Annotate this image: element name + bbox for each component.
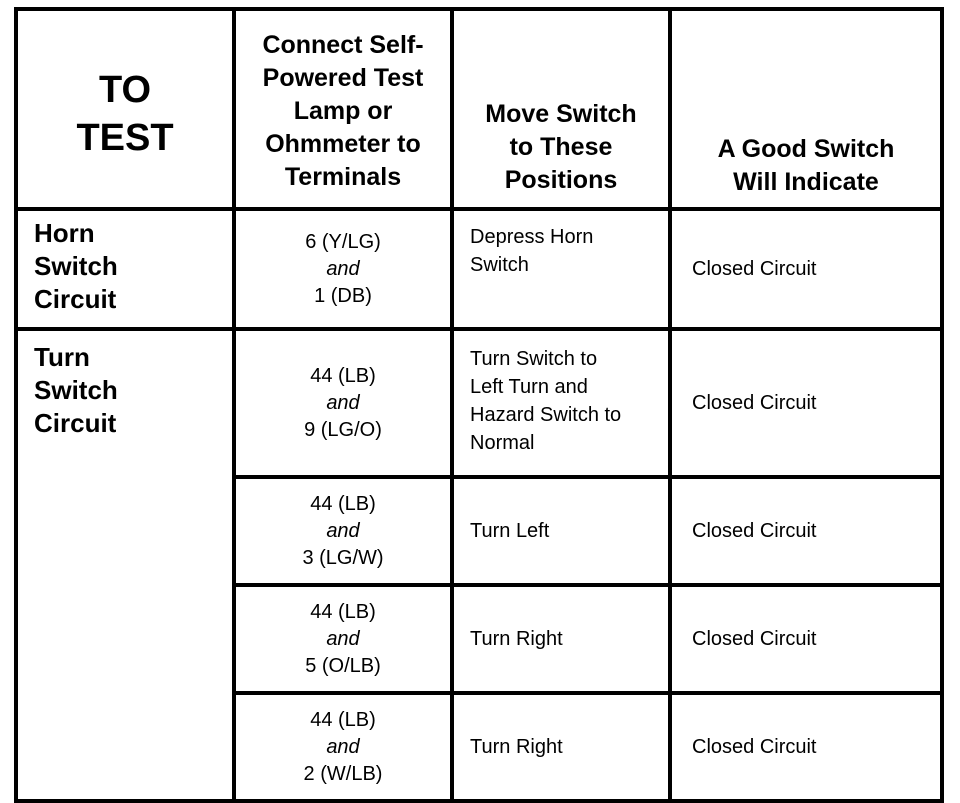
positions-cell: Turn Left — [452, 477, 670, 585]
table-row — [16, 329, 942, 477]
indicate-cell: Closed Circuit — [670, 585, 942, 693]
positions-cell: Depress Horn Switch — [452, 209, 670, 329]
header-terminals: Connect Self- Powered Test Lamp or Ohmmeter to Terminals — [234, 9, 452, 209]
positions-cell: Turn Right — [452, 585, 670, 693]
header-positions: Move Switch to These Positions — [452, 9, 670, 209]
header-indicate: A Good Switch Will Indicate — [670, 9, 942, 209]
table-row — [16, 209, 942, 329]
terminals-cell: 44 (LB) and 9 (LG/O) — [234, 329, 452, 477]
circuit-cell-horn: Horn Switch Circuit — [16, 209, 234, 329]
circuit-cell-turn: Turn Switch Circuit — [16, 329, 234, 801]
terminals-cell: 44 (LB) and 2 (W/LB) — [234, 693, 452, 801]
terminals-cell: 44 (LB) and 5 (O/LB) — [234, 585, 452, 693]
positions-cell: Turn Switch to Left Turn and Hazard Switch to Normal — [452, 329, 670, 477]
terminals-cell: 6 (Y/LG) and 1 (DB) — [234, 209, 452, 329]
indicate-cell: Closed Circuit — [670, 329, 942, 477]
indicate-cell: Closed Circuit — [670, 477, 942, 585]
header-to-test: TO TEST — [16, 9, 234, 209]
indicate-cell: Closed Circuit — [670, 209, 942, 329]
switch-test-chart — [14, 7, 940, 785]
header-row — [16, 9, 942, 209]
terminals-cell: 44 (LB) and 3 (LG/W) — [234, 477, 452, 585]
positions-cell: Turn Right — [452, 693, 670, 801]
indicate-cell: Closed Circuit — [670, 693, 942, 801]
switch-test-table — [14, 7, 944, 803]
